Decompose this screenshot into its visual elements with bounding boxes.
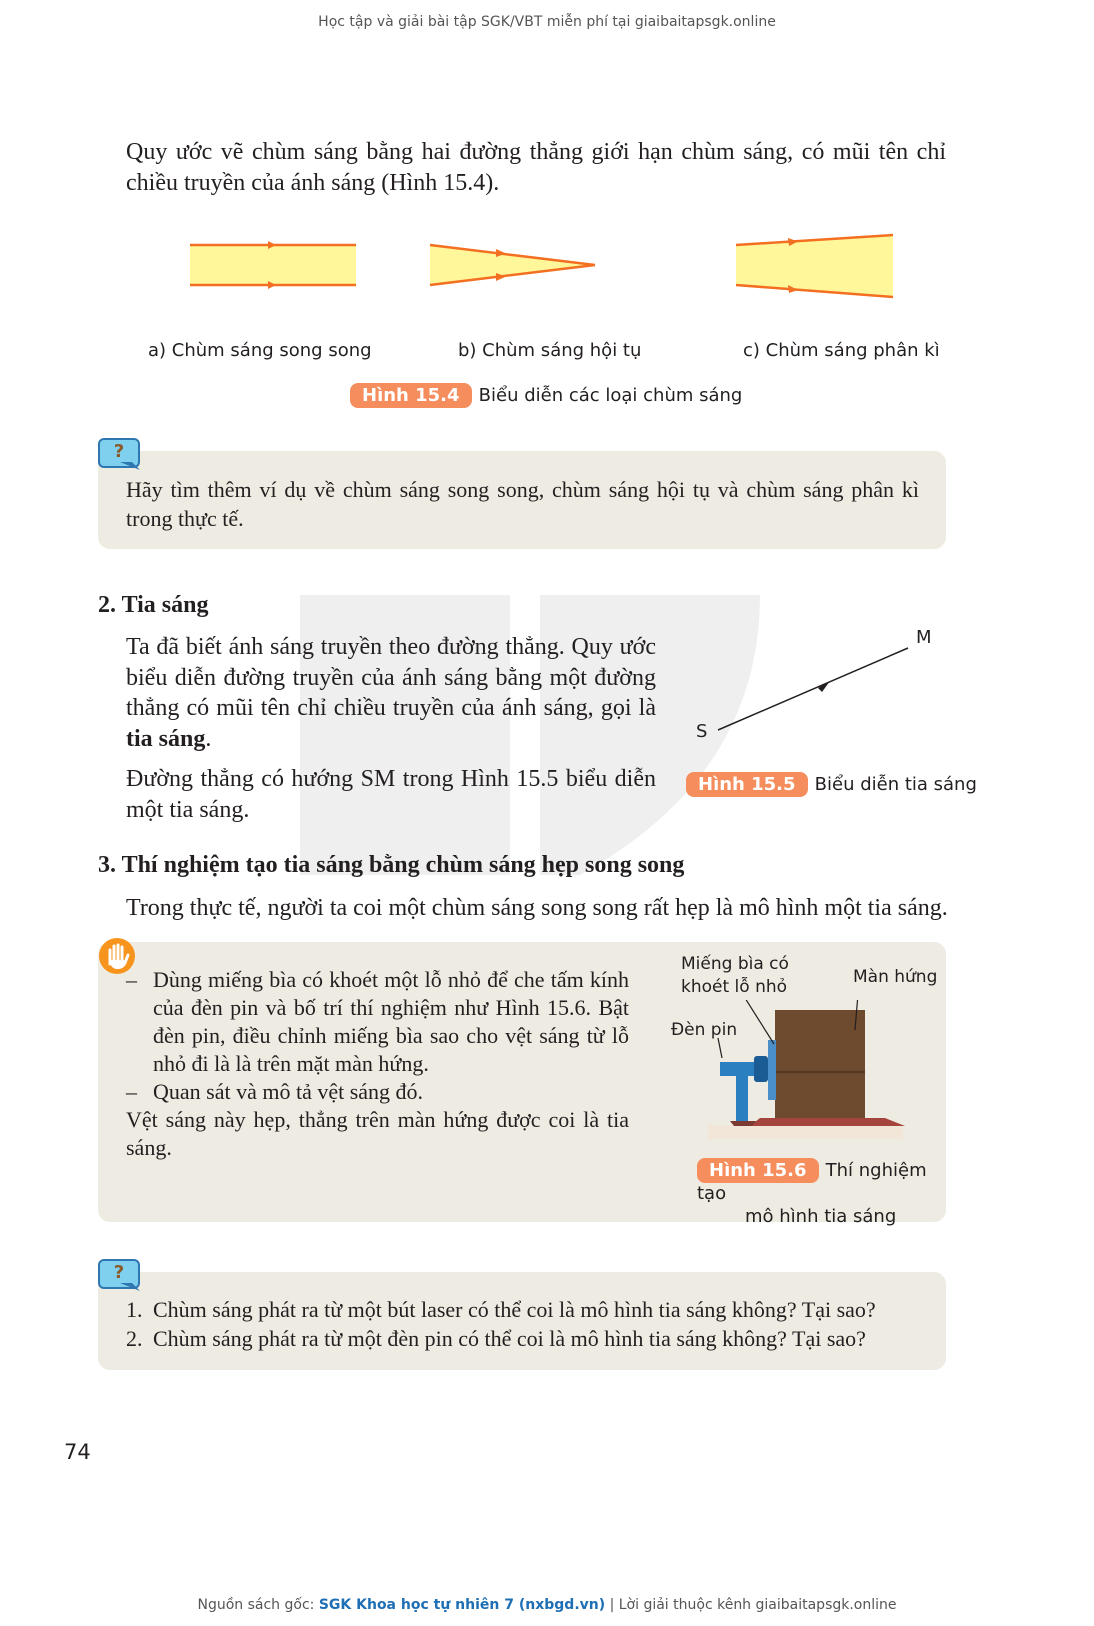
experiment-item-1: – Dùng miếng bìa có khoét một lỗ nhỏ để che tấm kính của đèn pin và bố trí thí nghiệm như Hình 15.6. Bật đèn pin, điều chỉnh miếng bìa sao cho vệt sáng từ lỗ nhỏ đi là là trên mặt màn hứng. bbox=[126, 967, 629, 1076]
figure-caption-text: Biểu diễn tia sáng bbox=[814, 774, 977, 795]
experiment-text bbox=[126, 966, 629, 1162]
screen-label: Màn hứng bbox=[853, 967, 938, 987]
figure-caption-text: Thí nghiệm tạo bbox=[697, 1160, 927, 1204]
figure-15-5-caption bbox=[686, 772, 977, 797]
figure-15-4-label-a: a) Chùm sáng song song bbox=[148, 340, 372, 361]
parallel-beam bbox=[190, 241, 356, 289]
figure-15-5-ray bbox=[700, 640, 920, 740]
question-2-item: 2. Chùm sáng phát ra từ một đèn pin có thể coi là mô hình tia sáng không? Tại sao? bbox=[126, 1326, 866, 1351]
figure-15-4-beams bbox=[180, 225, 910, 315]
source-link[interactable]: SGK Khoa học tự nhiên 7 (nxbgd.vn) bbox=[318, 1597, 606, 1613]
point-s-label: S bbox=[696, 721, 708, 742]
figure-15-4-label-c: c) Chùm sáng phân kì bbox=[743, 340, 940, 361]
figure-badge: Hình 15.4 bbox=[350, 383, 472, 408]
ray-term: tia sáng bbox=[126, 725, 206, 752]
ray-definition-end: . bbox=[205, 725, 212, 752]
figure-caption-text-2: mô hình tia sáng bbox=[745, 1206, 897, 1227]
question-2-item: 1. Chùm sáng phát ra từ một bút laser có thể coi là mô hình tia sáng không? Tại sao? bbox=[126, 1297, 876, 1322]
torch-label: Đèn pin bbox=[671, 1020, 738, 1040]
page-footer: Nguồn sách gốc: SGK Khoa học tự nhiên 7 (nxbgd.vn) | Lời giải thuộc kênh giaibaitapsgk.online bbox=[197, 1597, 897, 1613]
intro-paragraph: Quy ước vẽ chùm sáng bằng hai đường thẳng giới hạn chùm sáng, có mũi tên chỉ chiều truyền của ánh sáng (Hình 15.4). bbox=[126, 139, 946, 196]
section-3-intro: Trong thực tế, người ta coi một chùm sáng song song rất hẹp là mô hình một tia sáng. bbox=[126, 895, 948, 921]
section-2-paragraph bbox=[126, 632, 656, 754]
converging-beam bbox=[430, 245, 595, 285]
section-2-paragraph-2: Đường thẳng có hướng SM trong Hình 15.5 biểu diễn một tia sáng. bbox=[126, 766, 656, 823]
ray-definition-text: Ta đã biết ánh sáng truyền theo đường thẳng. Quy ước biểu diễn đường truyền của ánh sáng bằng một đường thẳng có mũi tên chỉ chiều truyền của ánh sáng, gọi là bbox=[126, 634, 656, 721]
figure-15-6-caption bbox=[697, 1158, 937, 1227]
point-m-label: M bbox=[916, 627, 932, 648]
question-icon-tail bbox=[118, 1283, 142, 1293]
figure-caption-text: Biểu diễn các loại chùm sáng bbox=[478, 385, 743, 406]
diverging-beam bbox=[736, 235, 893, 297]
figure-15-4-caption bbox=[350, 383, 742, 408]
question-2-list bbox=[126, 1295, 926, 1353]
page-header: Học tập và giải bài tập SGK/VBT miễn phí tại giaibaitapsgk.online bbox=[318, 14, 776, 30]
figure-badge: Hình 15.5 bbox=[686, 772, 808, 797]
figure-15-4-label-b: b) Chùm sáng hội tụ bbox=[458, 340, 642, 361]
dash-marker: – bbox=[126, 1079, 137, 1104]
question-icon: ? bbox=[98, 1259, 140, 1289]
page-number: 74 bbox=[64, 1440, 91, 1464]
figure-badge: Hình 15.6 bbox=[697, 1158, 819, 1183]
section-3-heading: 3. Thí nghiệm tạo tia sáng bằng chùm sáng hẹp song song bbox=[98, 852, 685, 878]
card-label: Miếng bìa có khoét lỗ nhỏ bbox=[681, 954, 789, 997]
experiment-conclusion: Vệt sáng này hẹp, thẳng trên màn hứng được coi là tia sáng. bbox=[126, 1107, 629, 1160]
dash-marker: – bbox=[126, 967, 137, 992]
question-icon-tail bbox=[118, 462, 142, 472]
question-icon: ? bbox=[98, 438, 140, 468]
experiment-item-2: – Quan sát và mô tả vệt sáng đó. bbox=[126, 1079, 424, 1104]
section-2-heading: 2. Tia sáng bbox=[98, 592, 209, 618]
question-1-text: Hãy tìm thêm ví dụ về chùm sáng song song, chùm sáng hội tụ và chùm sáng phân kì trong thực tế. bbox=[126, 477, 919, 531]
